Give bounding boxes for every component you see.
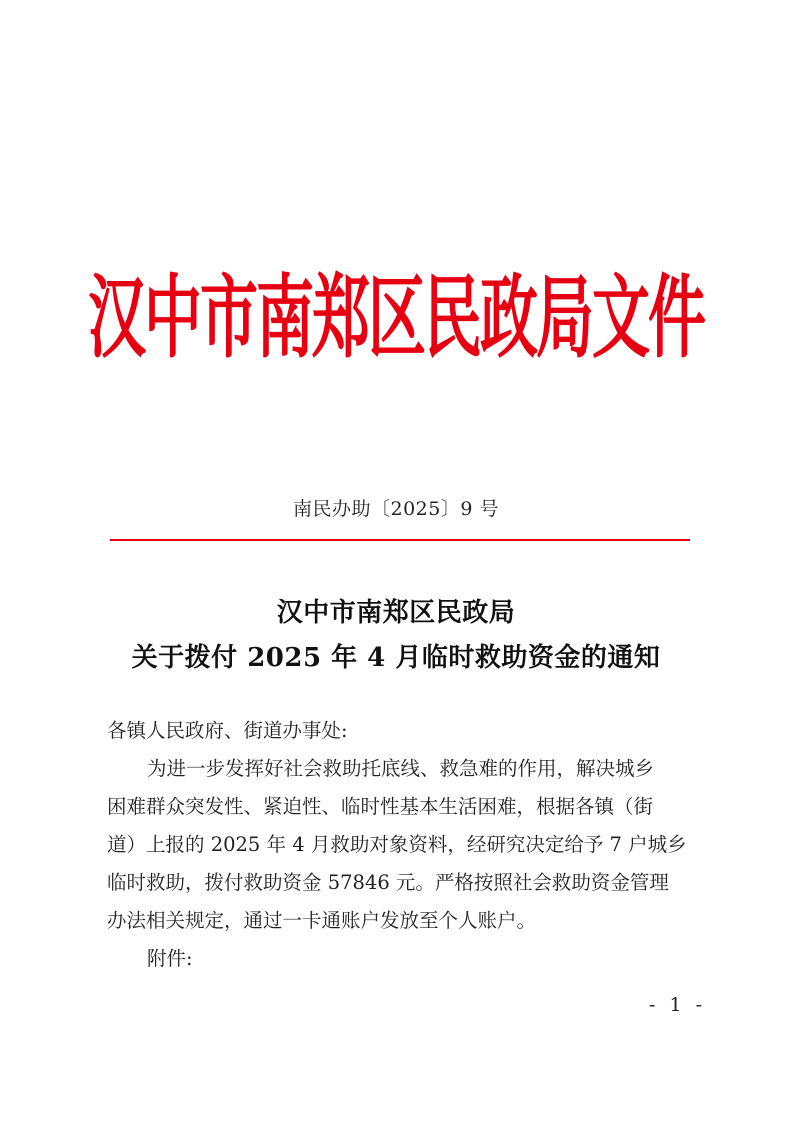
document-number: 南民办助〔2025〕9 号 xyxy=(293,498,499,520)
paragraph-line: 为进一步发挥好社会救助托底线、救急难的作用，解决城乡 xyxy=(147,757,655,780)
paragraph-line: 道）上报的 2025 年 4 月救助对象资料，经研究决定给予 7 户城乡 xyxy=(107,833,687,856)
masthead-title: 汉中市南郑区民政局文件 xyxy=(88,265,705,371)
notice-title-line-1: 汉中市南郑区民政局 xyxy=(276,598,516,628)
attachment-label: 附件: xyxy=(147,947,193,970)
page-number: - 1 - xyxy=(648,994,706,1016)
paragraph-line: 办法相关规定，通过一卡通账户发放至个人账户。 xyxy=(107,909,537,932)
paragraph-line: 困难群众突发性、紧迫性、临时性基本生活困难，根据各镇（街 xyxy=(107,795,654,818)
salutation: 各镇人民政府、街道办事处: xyxy=(107,719,348,742)
masthead xyxy=(88,248,705,372)
notice-body xyxy=(107,712,707,978)
red-divider-line xyxy=(110,539,690,541)
notice-title-line-2: 关于拨付 2025 年 4 月临时救助资金的通知 xyxy=(131,643,661,673)
paragraph-line: 临时救助，拨付救助资金 57846 元。严格按照社会救助资金管理 xyxy=(107,871,669,894)
